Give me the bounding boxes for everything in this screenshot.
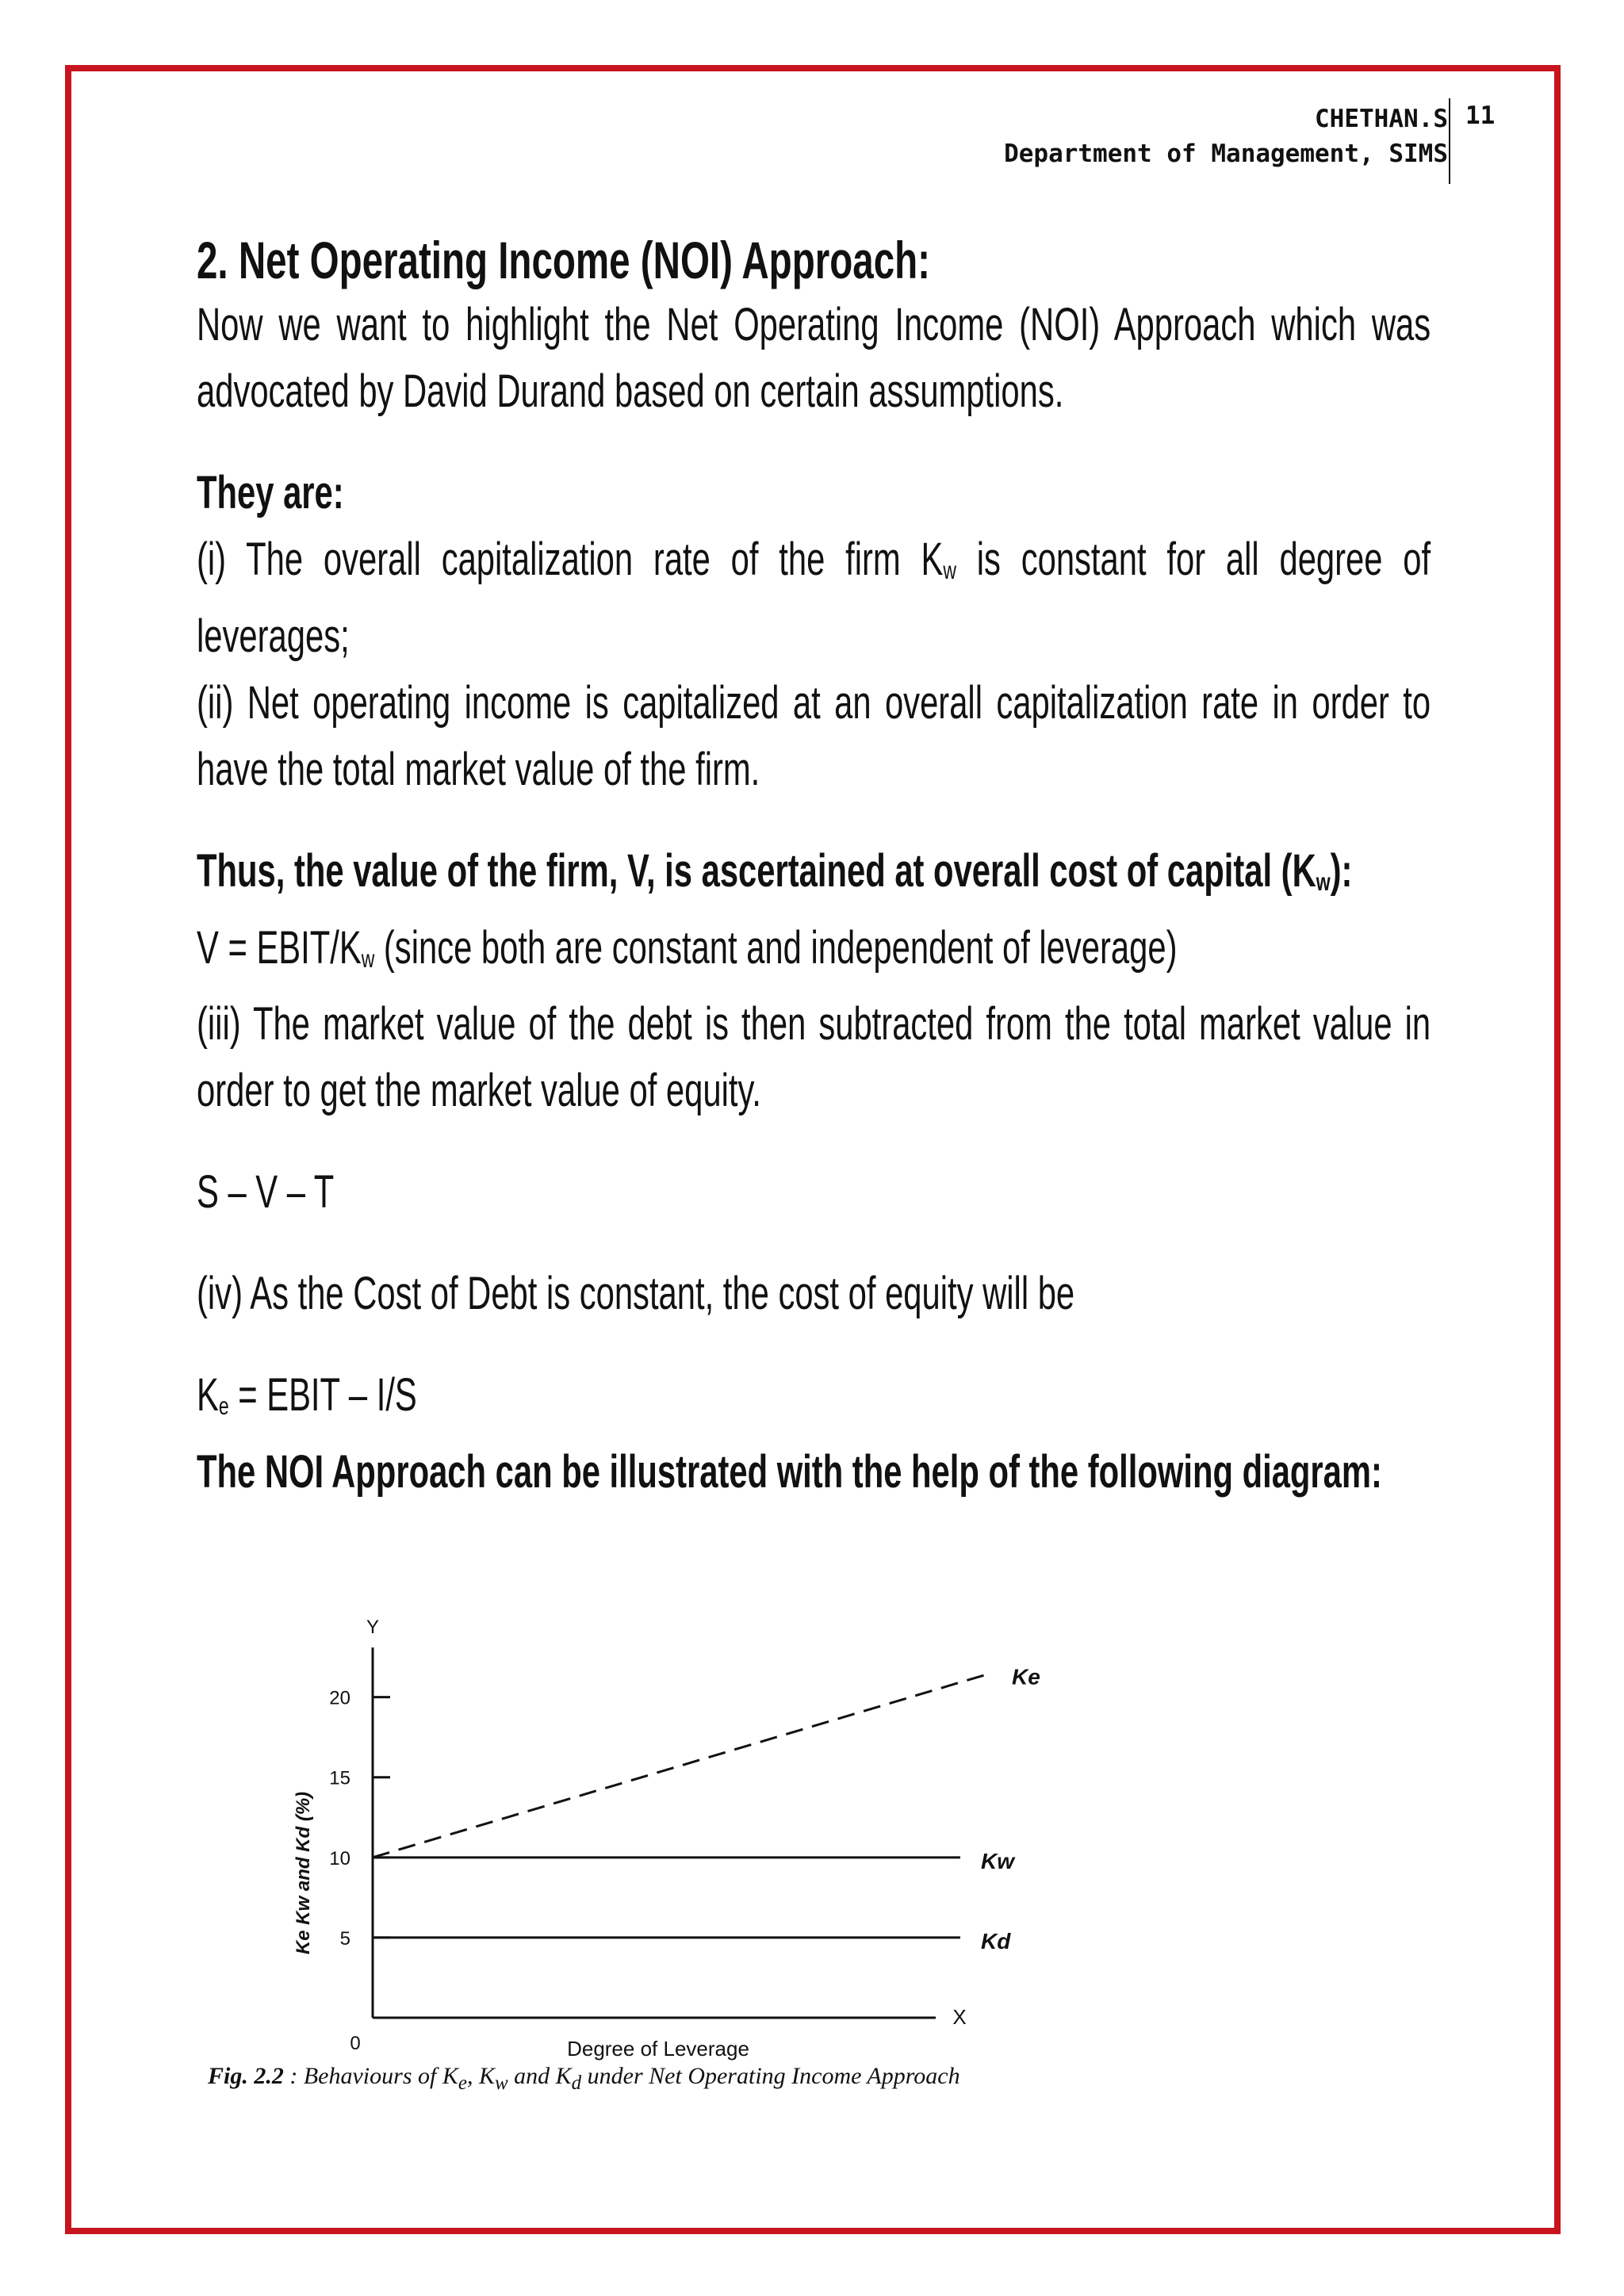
figure-caption: Fig. 2.2 : Behaviours of $K_e$, $K_w$ and $K_d$ under Net Operating Income Approach xyxy=(208,2063,960,2094)
they-are-heading: They are: xyxy=(197,467,344,519)
author-name: CHETHAN.S xyxy=(1315,105,1448,133)
page-content xyxy=(197,228,1431,1506)
point-ii: (ii) Net operating income is capitalized at an overall capitalization rate in order to have the total market value of the firm. xyxy=(197,676,1431,795)
noi-chart xyxy=(198,1617,1102,2117)
point-iv: (iv) As the Cost of Debt is constant, the cost of equity will be xyxy=(197,1268,1075,1320)
formula-v: V = EBIT/Kw (since both are constant and independent of leverage) xyxy=(197,921,1178,974)
page-number: 11 xyxy=(1465,101,1496,130)
formula-ke: Ke = EBIT – I/S xyxy=(197,1369,417,1422)
origin-label: 0 xyxy=(350,2033,361,2054)
y-tick-label-10: 10 xyxy=(329,1847,350,1869)
series-line-ke xyxy=(373,1673,991,1858)
y-tick-label-5: 5 xyxy=(339,1927,350,1950)
intro-paragraph: Now we want to highlight the Net Operating Income (NOI) Approach which was advocated by David Durand based on certain assumptions. xyxy=(197,299,1431,417)
x-axis-title: Degree of Leverage xyxy=(567,2037,749,2061)
page-header xyxy=(1004,101,1448,171)
diagram-intro: The NOI Approach can be illustrated with the help of the following diagram: xyxy=(197,1446,1382,1498)
x-axis-letter: X xyxy=(952,2005,967,2029)
point-i: (i) The overall capitalization rate of the firm Kw is constant for all degree of leverages; xyxy=(197,534,1431,662)
y-tick-label-20: 20 xyxy=(329,1687,350,1709)
series-label-ke: Ke xyxy=(1012,1664,1040,1689)
chart-svg xyxy=(198,1617,1102,2117)
y-tick-label-15: 15 xyxy=(329,1767,350,1789)
y-axis-letter: Y xyxy=(366,1617,380,1638)
formula-s: S – V – T xyxy=(197,1166,335,1219)
point-iii: (iii) The market value of the debt is then subtracted from the total market value in order to get the market value of equity. xyxy=(197,998,1431,1117)
thus-statement: Thus, the value of the firm, V, is ascertained at overall cost of capital (Kw): xyxy=(197,844,1353,897)
y-axis-title: Ke Kw and Kd (%) xyxy=(293,1791,314,1955)
header-divider xyxy=(1449,98,1450,184)
series-label-kw: Kw xyxy=(981,1848,1014,1873)
section-title: 2. Net Operating Income (NOI) Approach: xyxy=(197,231,930,289)
series-label-kd: Kd xyxy=(981,1928,1011,1954)
department-name: Department of Management, SIMS xyxy=(1004,140,1448,168)
